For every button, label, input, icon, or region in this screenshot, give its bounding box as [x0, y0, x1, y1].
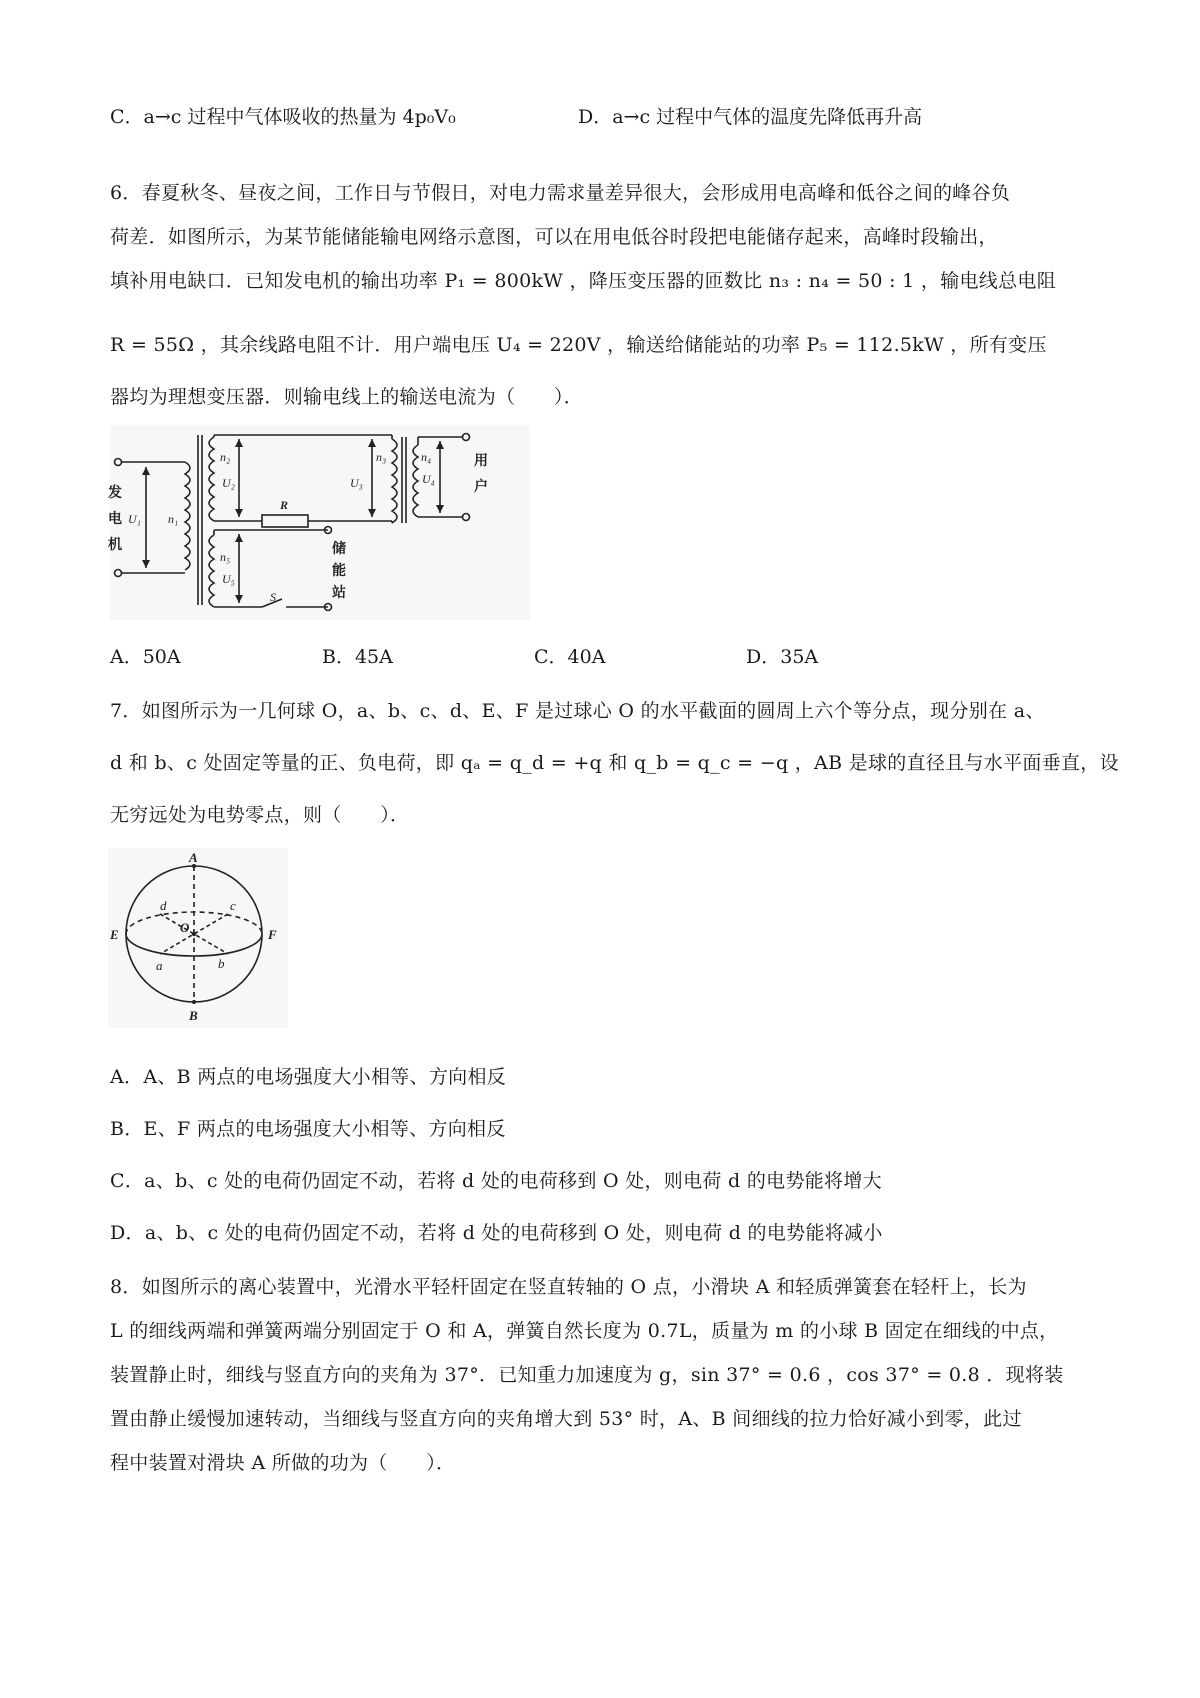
label-storage-2: 能: [332, 564, 346, 579]
q6-line-2: 荷差．如图所示，为某节能储能输电网络示意图，可以在用电低谷时段把电能储存起来，高峰时段输出，: [110, 226, 998, 248]
q7-option-d: D．a、b、c 处的电荷仍固定不动，若将 d 处的电荷移到 O 处，则电荷 d 的电势能将减小: [110, 1222, 883, 1244]
label-n4: n₄: [421, 450, 432, 464]
label-storage-3: 站: [332, 586, 346, 601]
q6-option-d: D．35A: [746, 646, 819, 668]
q8-line-2: L 的细线两端和弹簧两端分别固定于 O 和 A，弹簧自然长度为 0.7L，质量为 m 的小球 B 固定在细线的中点，: [110, 1320, 1059, 1342]
q7-sphere-figure: [108, 848, 288, 1028]
label-n3: n₃: [376, 450, 387, 464]
q6-line-4: R = 55Ω ，其余线路电阻不计．用户端电压 U₄ = 220V ，输送给储能站的功率 P₅ = 112.5kW ，所有变压: [110, 334, 1047, 356]
label-user-1: 用: [474, 454, 488, 469]
label-generator-3: 机: [108, 538, 122, 553]
label-storage-1: 储: [332, 542, 346, 557]
q5-option-c: C．a→c 过程中气体吸收的热量为 4p₀V₀: [110, 106, 456, 128]
q8-line-1: 8．如图所示的离心装置中，光滑水平轻杆固定在竖直转轴的 O 点，小滑块 A 和轻质弹簧套在轻杆上，长为: [110, 1276, 1027, 1298]
q8-line-5: 程中装置对滑块 A 所做的功为（ ）．: [110, 1452, 456, 1474]
sphere-label-e: E: [110, 927, 119, 942]
sphere-label-a: a: [156, 958, 163, 973]
sphere-label-f: F: [268, 927, 277, 942]
label-n2: n₂: [220, 450, 231, 464]
q6-option-a: A．50A: [110, 646, 181, 668]
label-u4: U₄: [422, 472, 435, 486]
label-generator-1: 发: [108, 486, 122, 501]
q8-line-4: 置由静止缓慢加速转动，当细线与竖直方向的夹角增大到 53° 时，A、B 间细线的拉力恰好减小到零，此过: [110, 1408, 1022, 1430]
label-u1: U₁: [128, 512, 141, 526]
label-n5: n₅: [220, 550, 231, 564]
q7-line-2: d 和 b、c 处固定等量的正、负电荷，即 qₐ = q_d = +q 和 q_b = q_c = −q ，AB 是球的直径且与水平面垂直，设: [110, 752, 1119, 774]
sphere-label-c: c: [230, 898, 236, 913]
q7-line-3: 无穷远处为电势零点，则（ ）．: [110, 804, 410, 826]
q6-line-1: 6．春夏秋冬、昼夜之间，工作日与节假日，对电力需求量差异很大，会形成用电高峰和低谷之间的峰谷负: [110, 182, 1011, 204]
sphere-label-b: b: [218, 956, 225, 971]
label-u2: U₂: [222, 476, 235, 490]
label-u5: U₅: [222, 572, 235, 586]
sphere-label-b-bottom: B: [189, 1008, 198, 1023]
label-n1: n₁: [168, 512, 179, 526]
q7-option-c: C．a、b、c 处的电荷仍固定不动，若将 d 处的电荷移到 O 处，则电荷 d 的电势能将增大: [110, 1170, 882, 1192]
q7-option-b: B．E、F 两点的电场强度大小相等、方向相反: [110, 1118, 506, 1140]
label-r: R: [280, 498, 289, 512]
q8-line-3: 装置静止时，细线与竖直方向的夹角为 37°．已知重力加速度为 g，sin 37° = 0.6 ，cos 37° = 0.8 ．现将装: [110, 1364, 1064, 1386]
q7-option-a: A．A、B 两点的电场强度大小相等、方向相反: [110, 1066, 507, 1088]
q7-line-1: 7．如图所示为一几何球 O，a、b、c、d、E、F 是过球心 O 的水平截面的圆周上六个等分点，现分别在 a、: [110, 700, 1045, 722]
label-user-2: 户: [474, 480, 488, 495]
q5-option-d: D．a→c 过程中气体的温度先降低再升高: [578, 106, 923, 128]
label-generator-2: 电: [108, 512, 122, 527]
q6-line-3: 填补用电缺口．已知发电机的输出功率 P₁ = 800kW ，降压变压器的匝数比 n₃ : n₄ = 50 : 1 ，输电线总电阻: [110, 270, 1056, 292]
sphere-label-o: O: [180, 920, 190, 935]
sphere-label-d: d: [160, 898, 167, 913]
q6-option-b: B．45A: [322, 646, 393, 668]
label-u3: U₃: [350, 476, 363, 490]
q6-circuit-figure: [110, 425, 530, 620]
sphere-label-a-top: A: [189, 850, 198, 865]
q6-line-5: 器均为理想变压器．则输电线上的输送电流为（ ）．: [110, 386, 584, 408]
label-s: S: [270, 590, 276, 604]
q6-option-c: C．40A: [534, 646, 606, 668]
